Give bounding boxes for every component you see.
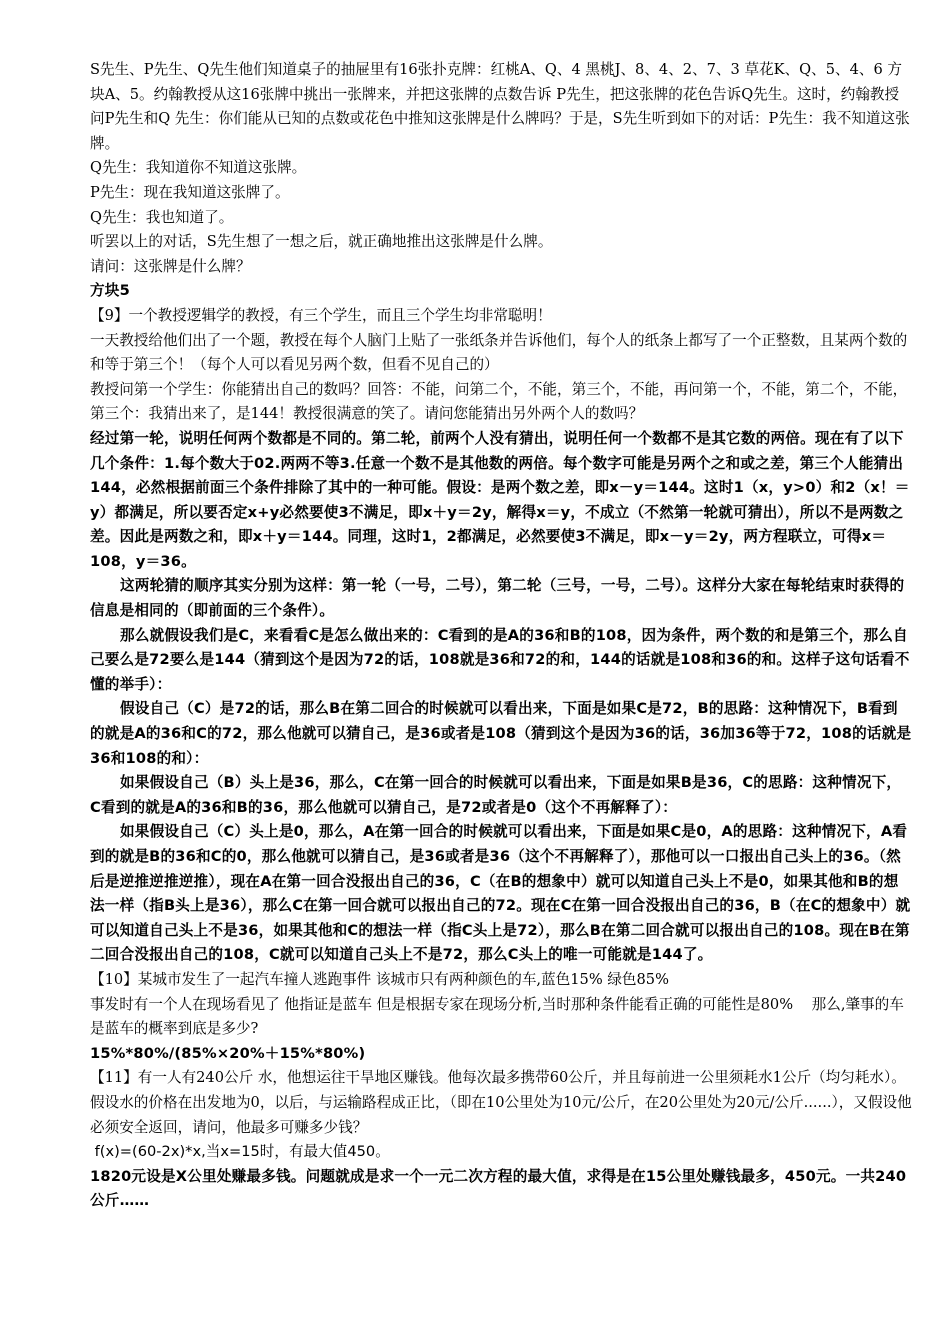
q9-answer-3: 那么就假设我们是C，来看看C是怎么做出来的：C看到的是A的36和B的108，因为条件，两个数的和是第三个，那么自己要么是72要么是144（猜到这个是因为72的话，108就是36和72的和，144的话就是108和36的和。这样子这句话看不懂的举手）： bbox=[90, 626, 910, 693]
q10-paragraph: 事发时有一个人在现场看见了 他指证是蓝车 但是根据专家在现场分析,当时那种条件能看正确的可能性是80% 那么,肇事的车是蓝车的概率到底是多少? bbox=[90, 995, 904, 1038]
conclusion-line: 听罢以上的对话，S先生想了一想之后，就正确地推出这张牌是什么牌。 bbox=[90, 233, 553, 251]
q9-paragraph-2: 教授问第一个学生：你能猜出自己的数吗？回答：不能，问第二个，不能，第三个，不能，再问第一个，不能，第二个，不能，第三个：我猜出来了，是144！教授很满意的笑了。请问您能猜出另外两个人的数吗？ bbox=[90, 380, 908, 423]
dialogue-line-p2: P先生：现在我知道这张牌了。 bbox=[90, 183, 290, 201]
q9-answer-2: 这两轮猜的顺序其实分别为这样：第一轮（一号，二号），第二轮（三号，一号，二号）。这样分大家在每轮结束时获得的信息是相同的（即前面的三个条件）。 bbox=[90, 577, 905, 620]
document-page bbox=[90, 58, 912, 1214]
q11-title: 【11】有一人有240公斤 水，他想运往干旱地区赚钱。他每次最多携带60公斤，并且每前进一公里须耗水1公斤（均匀耗水）。假设水的价格在出发地为0，以后，与运输路程成正比，（即在10公里处为10元/公斤，在20公里处为20元/公斤......），又假设他必须安全返回，请问，他最多可赚多少钱？ bbox=[90, 1069, 912, 1136]
q9-answer-5: 如果假设自己（B）头上是36，那么，C在第一回合的时候就可以看出来，下面是如果B是36，C的思路：这种情况下，C看到的就是A的36和B的36，那么他就可以猜自己，是72或者是0（这个不再解释了）： bbox=[90, 774, 902, 816]
q10-answer: 15%*80%/(85%×20%＋15%*80%) bbox=[90, 1044, 366, 1062]
q9-paragraph-1: 一天教授给他们出了一个题，教授在每个人脑门上贴了一张纸条并告诉他们，每个人的纸条上都写了一个正整数，且某两个数的和等于第三个！（每个人可以看见另两个数，但看不见自己的） bbox=[90, 331, 908, 374]
dialogue-line-q1: Q先生：我知道你不知道这张牌。 bbox=[90, 159, 307, 177]
q11-answer: 1820元设是X公里处赚最多钱。问题就成是求一个一元二次方程的最大值，求得是在15公里处赚钱最多，450元。一共240公斤…… bbox=[90, 1167, 907, 1210]
q9-answer-6: 如果假设自己（C）头上是0，那么，A在第一回合的时候就可以看出来，下面是如果C是0，A的思路：这种情况下，A看到的就是B的36和C的0，那么他就可以猜自己，是36或者是36（这个不再解释了），那他可以一口报出自己头上的36。（然后是逆推逆推逆推），现在A在第一回合没报出自己的36，C（在B的想象中）就可以知道自己头上不是0，如果其他和B的想法一样（指B头上是36），那么C在第一回合就可以报出自己的72。现在C在第一回合没报出自己的36，B（在C的想象中）就可以知道自己头上不是36，如果其他和C的想法一样（指C头上是72），那么B在第二回合就可以报出自己的108。现在B在第二回合没报出自己的108，C就可以知道自己头上不是72，那么C头上的唯一可能就是144了。 bbox=[90, 823, 911, 964]
q9-answer-4: 假设自己（C）是72的话，那么B在第二回合的时候就可以看出来，下面是如果C是72，B的思路：这种情况下，B看到的就是A的36和C的72，那么他就可以猜自己，是36或者是108（猜到这个是因为36的话，36加36等于72，108的话就是36和108的和）： bbox=[90, 700, 912, 767]
card-answer: 方块5 bbox=[90, 282, 130, 300]
dialogue-line-q2: Q先生：我也知道了。 bbox=[90, 208, 234, 226]
q9-answer-1: 经过第一轮，说明任何两个数都是不同的。第二轮，前两个人没有猜出，说明任何一个数都不是其它数的两倍。现在有了以下几个条件：1.每个数大于02.两两不等3.任意一个数不是其他数的两倍。每个数字可能是另两个之和或之差，第三个人能猜出144，必然根据前面三个条件排除了其中的一种可能。假设：是两个数之差，即x－y＝144。这时1（x，y>0）和2（x！＝y）都满足，所以要否定x+y必然要使3不满足，即x＋y＝2y，解得x＝y，不成立（不然第一轮就可猜出），所以不是两数之差。因此是两数之和，即x＋y＝144。同理，这时1，2都满足，必然要使3不满足，即x－y＝2y，两方程联立，可得x＝108，y＝36。 bbox=[90, 429, 910, 570]
q9-title: 【9】一个教授逻辑学的教授，有三个学生，而且三个学生均非常聪明！ bbox=[90, 306, 552, 324]
question-line: 请问：这张牌是什么牌？ bbox=[90, 257, 251, 275]
card-puzzle-paragraph: S先生、P先生、Q先生他们知道桌子的抽屉里有16张扑克牌：红桃A、Q、4 黑桃J、8、4、2、7、3 草花K、Q、5、4、6 方块A、5。约翰教授从这16张牌中挑出一张牌来，并把这张牌的点数告诉 P先生，把这张牌的花色告诉Q先生。这时，约翰教授问P先生和Q 先生：你们能从已知的点数或花色中推知这张牌是什么牌吗？于是，S先生听到如下的对话：P先生：我不知道这张牌。 bbox=[90, 61, 910, 152]
q10-title: 【10】某城市发生了一起汽车撞人逃跑事件 该城市只有两种颜色的车,蓝色15% 绿色85% bbox=[90, 970, 669, 988]
q11-formula: f(x)=(60-2x)*x,当x=15时，有最大值450。 bbox=[90, 1143, 390, 1161]
